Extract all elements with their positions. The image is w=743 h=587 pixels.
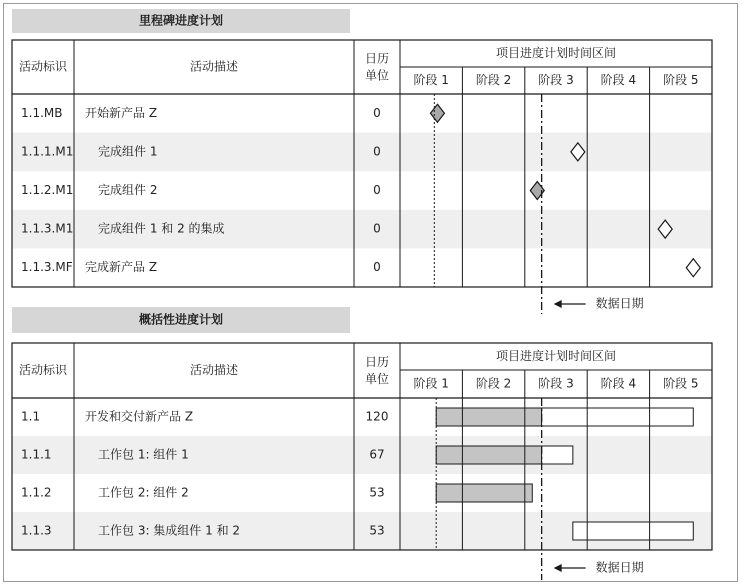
bar-remaining (573, 522, 693, 540)
summary-header-phase: 阶段 1 (413, 376, 449, 391)
milestone-row-unit: 0 (373, 183, 381, 197)
milestone-header-activity-desc: 活动描述 (189, 59, 239, 74)
summary-header-timeframe: 项目进度计划时间区间 (495, 349, 617, 363)
milestone-header-phase: 阶段 5 (663, 73, 699, 87)
milestone-row-id: 1.1.3.MF (21, 260, 73, 275)
summary-header-phase: 阶段 3 (538, 376, 574, 391)
summary-header-calendar-unit: 日历 (364, 355, 390, 369)
milestone-row-unit: 0 (373, 144, 381, 159)
summary-row-id: 1.1.3 (21, 523, 52, 538)
summary-title: 概括性进度计划 (138, 312, 224, 327)
milestone-diamond-filled (430, 104, 444, 122)
status-arrow-icon (554, 564, 562, 572)
milestone-status-label: 数据日期 (595, 296, 644, 311)
summary-header-calendar-unit: 单位 (364, 372, 390, 386)
bar-completed (436, 408, 541, 426)
bar-remaining (542, 408, 694, 426)
summary-header-phase: 阶段 2 (475, 376, 512, 391)
milestone-row-unit: 0 (373, 221, 381, 236)
milestone-title: 里程碑进度计划 (138, 13, 224, 28)
summary-row-id: 1.1.2 (21, 485, 52, 500)
summary-header-activity-id: 活动标识 (18, 363, 68, 377)
milestone-row-id: 1.1.3.M1 (21, 221, 74, 236)
milestone-row-unit: 0 (373, 260, 381, 275)
milestone-header-calendar-unit: 单位 (364, 68, 390, 83)
bar-remaining (542, 446, 573, 464)
milestone-header-activity-id: 活动标识 (18, 59, 68, 74)
summary-row-desc: 工作包 2: 组件 2 (98, 485, 189, 500)
summary-row-desc: 工作包 3: 集成组件 1 和 2 (98, 523, 241, 538)
milestone-header-phase: 阶段 1 (413, 73, 449, 87)
summary-row-unit: 120 (365, 409, 389, 424)
milestone-diamond (686, 259, 700, 277)
summary-row-id: 1.1.1 (21, 447, 52, 462)
bar-completed (436, 446, 541, 464)
summary-header-phase: 阶段 5 (663, 376, 699, 391)
milestone-row-desc: 完成新产品 Z (85, 260, 158, 275)
milestone-row-desc: 完成组件 2 (98, 183, 158, 197)
milestone-row-id: 1.1.1.M1 (21, 144, 74, 159)
bar-completed (436, 484, 532, 502)
milestone-row-unit: 0 (373, 105, 381, 120)
summary-row-unit: 67 (369, 447, 385, 462)
summary-row-desc: 工作包 1: 组件 1 (98, 447, 189, 462)
summary-row-id: 1.1 (21, 409, 41, 424)
summary-status-label: 数据日期 (595, 560, 644, 575)
summary-header-activity-desc: 活动描述 (189, 363, 239, 377)
summary-row-unit: 53 (369, 523, 385, 538)
milestone-row-desc: 完成组件 1 和 2 的集成 (98, 221, 225, 236)
milestone-row-id: 1.1.2.M1 (21, 183, 74, 197)
milestone-header-calendar-unit: 日历 (364, 51, 390, 66)
summary-row-desc: 开发和交付新产品 Z (85, 409, 194, 424)
milestone-row-desc: 开始新产品 Z (85, 105, 158, 120)
status-arrow-icon (554, 300, 562, 308)
milestone-header-phase: 阶段 2 (475, 73, 512, 87)
milestone-row-id: 1.1.MB (21, 105, 63, 120)
milestone-header-phase: 阶段 3 (538, 73, 574, 87)
milestone-row-desc: 完成组件 1 (98, 144, 158, 159)
milestone-header-phase: 阶段 4 (600, 73, 637, 87)
milestone-header-timeframe: 项目进度计划时间区间 (495, 46, 617, 60)
summary-header-phase: 阶段 4 (600, 376, 637, 391)
summary-row-unit: 53 (369, 485, 385, 500)
